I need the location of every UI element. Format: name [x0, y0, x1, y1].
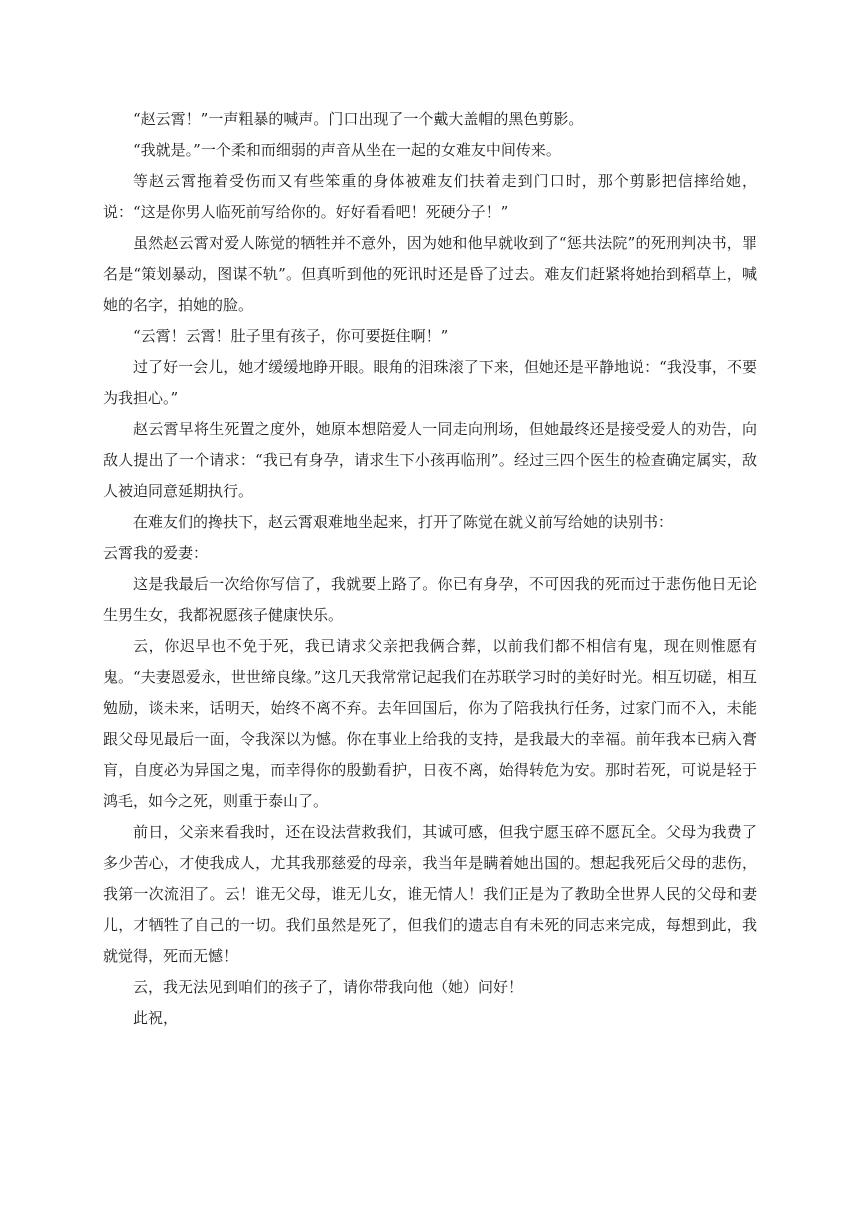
body-text: [103, 104, 757, 1034]
paragraph-7: 赵云霄早将生死置之度外，她原本想陪爱人一同走向刑场，但她最终还是接受爱人的劝告，向敌人提出了一个请求：“我已有身孕，请求生下小孩再临刑”。经过三四个医生的检查确定属实，敌人被迫同意延期执行。: [103, 420, 757, 500]
letter-paragraph-1: 这是我最后一次给你写信了，我就要上路了。你已有身孕，不可因我的死而过于悲伤他日无论生男生女，我都祝愿孩子健康快乐。: [103, 575, 757, 624]
letter-salutation: 云霄我的爱妻：: [103, 544, 209, 562]
paragraph-1: “赵云霄！”一声粗暴的喊声。门口出现了一个戴大盖帽的黑色剪影。: [133, 110, 584, 128]
paragraph-5: “云霄！云霄！肚子里有孩子，你可要挺住啊！”: [133, 327, 449, 345]
letter-paragraph-4: 云，我无法见到咱们的孩子了，请你带我向他（她）问好！: [133, 978, 524, 996]
paragraph-2: “我就是。”一个柔和而细弱的声音从坐在一起的女难友中间传来。: [133, 141, 561, 159]
paragraph-6: 过了好一会儿，她才缓缓地睁开眼。眼角的泪珠滚了下来，但她还是平静地说：“我没事，不要为我担心。”: [103, 358, 757, 407]
letter-closing: 此祝，: [133, 1009, 179, 1027]
paragraph-3: 等赵云霄拖着受伤而又有些笨重的身体被难友们扶着走到门口时，那个剪影把信摔给她，说：“这是你男人临死前写给你的。好好看看吧！死硬分子！”: [103, 172, 757, 221]
paragraph-4: 虽然赵云霄对爱人陈觉的牺牲并不意外，因为她和他早就收到了“惩共法院”的死刑判决书，罪名是“策划暴动，图谋不轨”。但真听到他的死讯时还是昏了过去。难友们赶紧将她抬到稻草上，喊她的名字，拍她的脸。: [103, 234, 757, 314]
paragraph-8: 在难友们的搀扶下，赵云霄艰难地坐起来，打开了陈觉在就义前写给她的诀别书：: [133, 513, 674, 531]
letter-paragraph-2: 云，你迟早也不免于死，我已请求父亲把我俩合葬，以前我们都不相信有鬼，现在则惟愿有鬼。“夫妻恩爱永，世世缔良缘。”这几天我常常记起我们在苏联学习时的美好时光。相互切磋，相互勉励，谈未来，话明天，始终不离不弃。去年回国后，你为了陪我执行任务，过家门而不入，未能跟父母见最后一面，令我深以为憾。你在事业上给我的支持，是我最大的幸福。前年我本已病入膏肓，自度必为异国之鬼，而幸得你的殷勤看护，日夜不离，始得转危为安。那时若死，可说是轻于鸿毛，如今之死，则重于泰山了。: [103, 637, 757, 810]
letter-paragraph-3: 前日，父亲来看我时，还在设法营救我们，其诚可感，但我宁愿玉碎不愿瓦全。父母为我费了多少苦心，才使我成人，尤其我那慈爱的母亲，我当年是瞒着她出国的。想起我死后父母的悲伤，我第一次流泪了。云！谁无父母，谁无儿女，谁无情人！我们正是为了教助全世界人民的父母和妻儿，才牺牲了自己的一切。我们虽然是死了，但我们的遗志自有未死的同志来完成，每想到此，我就觉得，死而无憾！: [103, 823, 757, 965]
